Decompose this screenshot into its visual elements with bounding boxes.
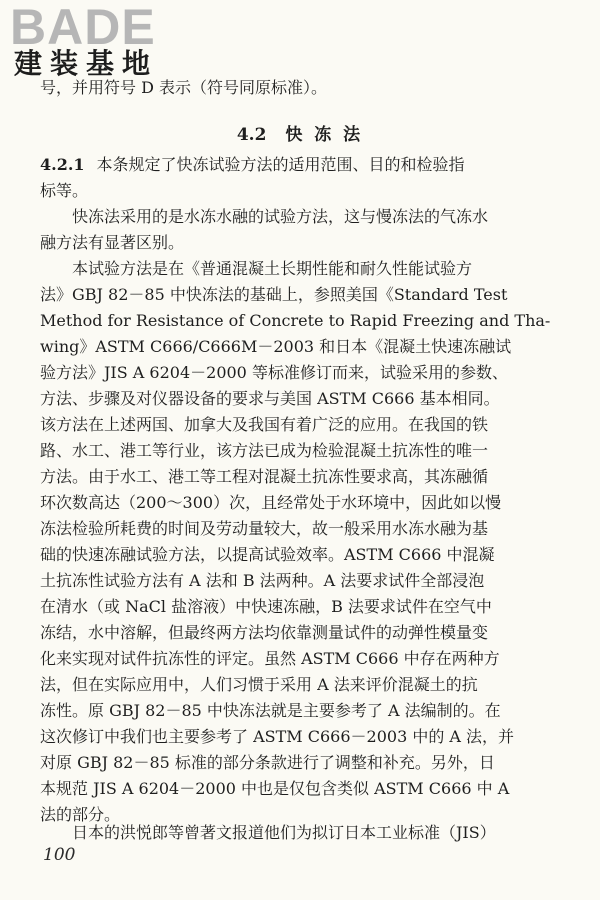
paragraph-line: 冻法检验所耗费的时间及劳动量较大，故一般采用水冻水融为基: [40, 519, 489, 538]
paragraph-line: 对原 GBJ 82－85 标准的部分条款进行了调整和补充。另外，日: [40, 753, 495, 772]
clause-number: 4.2.1: [40, 155, 85, 174]
paragraph-line: wing》ASTM C666/C666M－2003 和日本《混凝土快速冻融试: [40, 337, 512, 356]
watermark-subtitle: 建装基地: [14, 47, 159, 80]
paragraph-line: 本规范 JIS A 6204－2000 中也是仅包含类似 ASTM C666 中 A: [40, 779, 510, 798]
paragraph-line: 础的快速冻融试验方法，以提高试验效率。ASTM C666 中混凝: [40, 545, 495, 564]
paragraph-line: 验方法》JIS A 6204－2000 等标准修订而来，试验采用的参数、: [40, 363, 508, 382]
paragraph-line: 法，但在实际应用中，人们习惯于采用 A 法来评价混凝土的抗: [40, 675, 478, 694]
clause-line: 标等。: [40, 181, 89, 200]
paragraph-line: 法》GBJ 82－85 中快冻法的基础上，参照美国《Standard Test: [40, 285, 508, 304]
paragraph-line: 化来实现对试件抗冻性的评定。虽然 ASTM C666 中存在两种方: [40, 649, 500, 668]
clause-text: 本条规定了快冻试验方法的适用范围、目的和检验指: [96, 155, 465, 174]
paragraph-line: 冻性。原 GBJ 82－85 中快冻法就是主要参考了 A 法编制的。在: [40, 701, 501, 720]
previous-page-fragment: 号，并用符号 D 表示（符号同原标准）。: [40, 78, 328, 97]
paragraph-line: 本试验方法是在《普通混凝土长期性能和耐久性能试验方: [72, 259, 473, 278]
paragraph-line: 该方法在上述两国、加拿大及我国有着广泛的应用。在我国的铁: [40, 415, 489, 434]
section-heading: [0, 120, 600, 145]
paragraph-line: 冻结，水中溶解，但最终两方法均依靠测量试件的动弹性模量变: [40, 623, 489, 642]
clause-line: [40, 155, 465, 175]
page-number: 100: [43, 845, 76, 865]
paragraph-line: 方法、步骤及对仪器设备的要求与美国 ASTM C666 基本相同。: [40, 389, 500, 408]
paragraph-line: 路、水工、港工等行业，该方法已成为检验混凝土抗冻性的唯一: [40, 441, 489, 460]
paragraph-line: 融方法有显著区别。: [40, 233, 185, 252]
paragraph-line: 快冻法采用的是水冻水融的试验方法，这与慢冻法的气冻水: [72, 207, 489, 226]
paragraph-line: 方法。由于水工、港工等工程对混凝土抗冻性要求高，其冻融循: [40, 467, 489, 486]
paragraph-line: 环次数高达（200～300）次，且经常处于水环境中，因此如以慢: [40, 493, 502, 512]
paragraph-line: 法的部分。: [40, 805, 121, 824]
paragraph-line: 土抗冻性试验方法有 A 法和 B 法两种。A 法要求试件全部浸泡: [40, 571, 485, 590]
watermark-brand: BADE: [10, 0, 156, 55]
section-title: 快 冻 法: [285, 125, 364, 145]
paragraph-line: 在清水（或 NaCl 盐溶液）中快速冻融，B 法要求试件在空气中: [40, 597, 492, 616]
paragraph-line: 日本的洪悦郎等曾著文报道他们为拟订日本工业标准（JIS）: [72, 823, 496, 842]
paragraph-line: 这次修订中我们也主要参考了 ASTM C666－2003 中的 A 法，并: [40, 727, 515, 746]
section-number: 4.2: [236, 125, 267, 145]
paragraph-line: Method for Resistance of Concrete to Rapid Freezing and Tha-: [40, 311, 551, 330]
